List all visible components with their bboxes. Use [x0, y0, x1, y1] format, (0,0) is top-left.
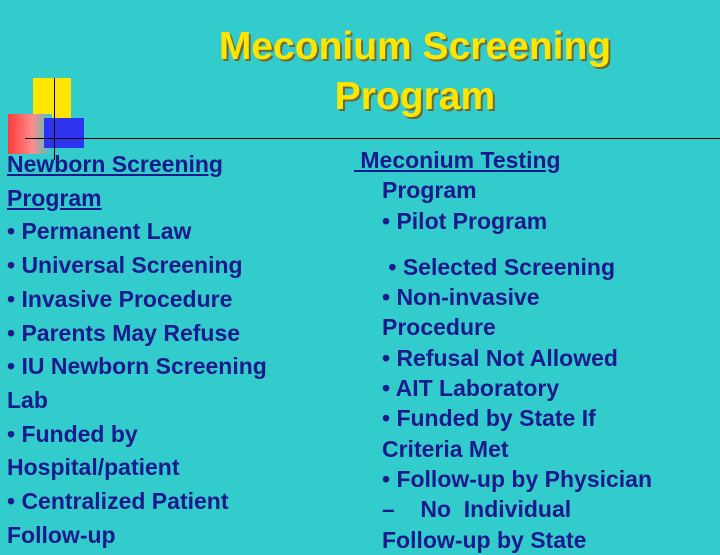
left-line: • Centralized Patient [7, 488, 229, 515]
left-line: • Parents May Refuse [7, 319, 241, 346]
left-line: • Funded by [7, 420, 138, 447]
spacer [382, 236, 652, 252]
slide-title [130, 22, 700, 122]
left-line: Lab [7, 386, 48, 413]
left-line: • Universal Screening [7, 252, 243, 279]
right-line: • Refusal Not Allowed [382, 344, 618, 371]
right-line: • AIT Laboratory [382, 375, 560, 402]
left-heading-line-2: Program [7, 184, 102, 211]
left-column [7, 148, 267, 552]
decorative-yellow-square [33, 78, 71, 118]
left-heading-line-1: Newborn Screening [7, 151, 223, 177]
left-line: • Permanent Law [7, 218, 192, 245]
right-line: Follow-up by State [382, 526, 587, 553]
slide-title-line-1: Meconium Screening [218, 25, 612, 68]
right-column [354, 145, 653, 555]
left-line: Hospital/patient [7, 454, 180, 481]
right-line: Criteria Met [382, 435, 509, 462]
left-line: Follow-up [7, 521, 116, 548]
right-line: • Follow-up by Physician [382, 465, 653, 492]
right-line: – No Individual [382, 496, 572, 523]
decorative-blue-square [44, 118, 84, 148]
left-line: • Invasive Procedure [7, 285, 233, 312]
slide-title-line-2: Program [334, 75, 496, 118]
right-line: • Selected Screening [382, 253, 616, 280]
right-line: • Funded by State If [382, 405, 596, 432]
right-line: • Non-invasive [382, 284, 540, 311]
right-heading-line-1: Meconium Testing [354, 147, 561, 173]
left-line: • IU Newborn Screening [7, 353, 267, 380]
right-line: • Pilot Program [382, 207, 548, 234]
title-underline-rule [25, 138, 720, 139]
right-line: Procedure [382, 314, 496, 341]
right-heading-line-2: Program [382, 177, 477, 204]
